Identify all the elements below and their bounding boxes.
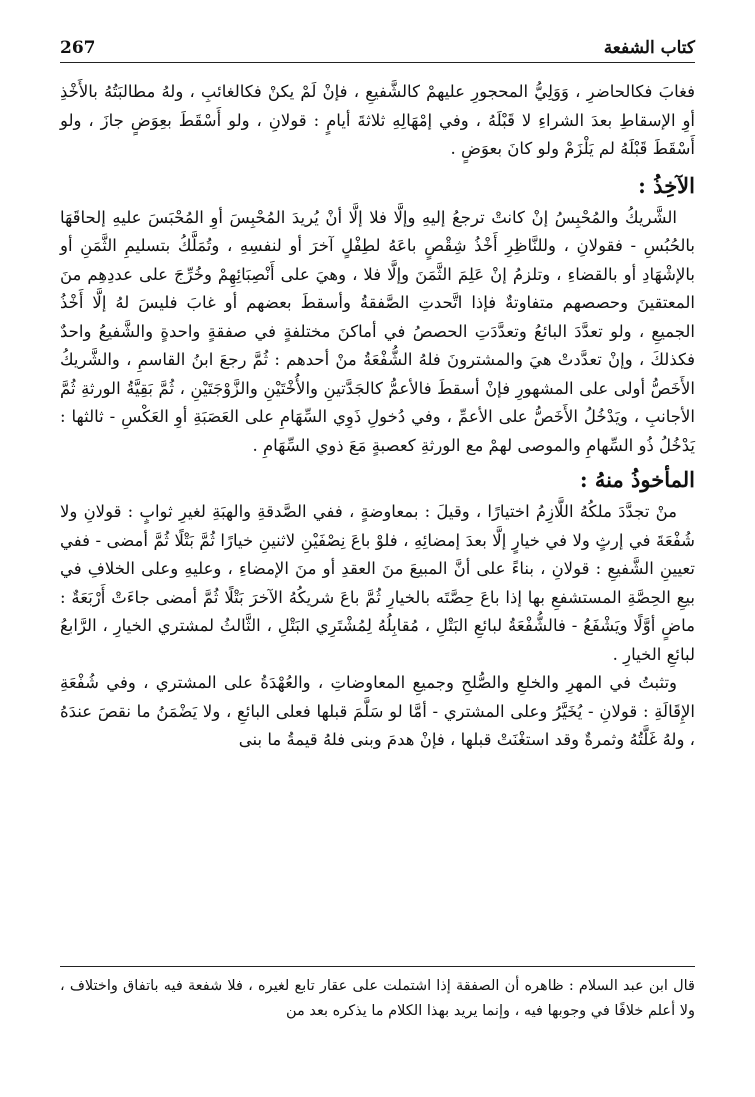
page-number: 267 xyxy=(60,38,96,58)
main-text xyxy=(60,78,695,755)
page-header xyxy=(60,28,695,63)
heading-taker: الآخِذُ : xyxy=(638,172,695,198)
paragraph-guardian: فغابَ فكالحاضرِ ، وَوَلِيُّ المحجورِ عليهمْ كالشَّفيعِ ، فإنْ لَمْ يكنْ فكالغائبِ ، ولهُ مطالبَتُهُ بالأَخْذِ أوِ الإسقاطِ بعدَ الشراءِ لا قَبْلَهُ ، وفي إمْهَالِهِ ثلاثةَ أيامٍ : قولانِ ، ولو أَسْقَطَ بعِوَضٍ جازَ ، ولو أَسْقَطَ قَبْلَهُ لم يَلْزَمْ ولو كانَ بعوَضٍ . xyxy=(60,82,695,158)
heading-taken-from: المأخوذُ منهُ : xyxy=(579,467,695,492)
paragraph-dowry: وتثبتُ في المهرِ والخلعِ والصُّلحِ وجميعِ المعاوضاتِ ، والعُهْدَةُ على المشتري ، وفي شُفْعَةِ الإِقَالَةِ : قولانِ - يُخَيَّرُ وعلى المشتري - أمَّا لو سَلَّمَ قبلها فعلى البائعِ ، ولا يَضْمَنُ ما نقصَ عندَهُ ، ولهُ غَلَّتُهُ وثمرةٌ وقد استغْنَتْ قبلها ، فإنْ هدمَ وبنى فلهُ قيمةُ ما بنى xyxy=(60,673,695,749)
footnote-divider xyxy=(60,966,695,967)
paragraph-ownership: منْ تجدَّدَ ملكُهُ اللَّازِمُ اختيارًا ، وقيلَ : بمعاوضةٍ ، ففي الصَّدقةِ والهبَةِ لغيرِ ثوابٍ : قولانِ ولا شُفْعَةَ في إرثٍ ولا في خيارٍ إلَّا بعدَ إمضائِهِ ، فلوْ باعَ نِصْفَيْنِ لاثنينِ خيارًا ثُمَّ بَتْلًا ثُمَّ أمضى - ففي تعيينِ الشَّفيعِ : قولانِ ، بناءً على أنَّ المبيعَ منَ العقدِ أو منَ الإمضاءِ ، وعليهِ وعلى الخلافِ في بيعِ الحِصَّةِ المستشفعِ بها إذا باعَ حِصَّتَه بالخيارِ ثُمَّ باعَ شريكُهُ الآخرَ بَتْلًا ثُمَّ أمضى جاءَتْ أَرْبَعَةٌ : ماضٍ أوَّلًا ويَشْفَعُ - فالشُّفْعَةُ لبائعِ البَتْلِ ، مُقابِلُهُ لِمُشْتَرِي البَتْلِ ، الثَّالثُ لمشتري الخيارِ ، الرَّابعُ لبائعِ الخيارِ . xyxy=(60,502,695,664)
paragraph-partner: الشَّريكُ والمُحْبِسُ إنْ كانتْ ترجعُ إليهِ وإلَّا فلا إلَّا أنْ يُريدَ المُحْبِسَ أوِ المُحْبَسَ عليهِ إلحاقَهَا بالحُبُسِ - فقولانِ ، وللنَّاظِرِ أَخْذُ شِقْصٍ باعَهُ لطِفْلٍ آخرَ أو لنفسِهِ ، وتُمَلَّكُ بتسليمِ الثَّمَنِ أو بالإشْهَادِ أو بالقضاءِ ، وتلزمُ إنْ عَلِمَ الثَّمَنَ وإلَّا فلا ، وهيَ على أَنْصِبَائِهِمْ وخُرِّجَ على عددِهِم منَ المعتقينَ وحصصهم متفاوتةٌ فإذا اتَّحدتِ الصَّفقةُ وأسقطَ بعضهم أو غابَ فليسَ لهُ إلَّا أَخْذُ الجميعِ ، ولو تعدَّدَ البائعُ وتعدَّدَتِ الحصصُ في أماكنَ مختلفةٍ في صفقةٍ واحدةٍ والشَّفيعُ واحدٌ فكذلكَ ، وإنْ تعدَّدتْ هيَ والمشترونَ فلهُ الشُّفْعَةُ منْ أحدهم : ثُمَّ رجعَ ابنُ القاسمِ ، والشَّريكُ الأَخَصُّ أولى على المشهورِ فإنْ أسقطَ فالأعمُّ كالجَدَّتينِ والأُخْتَيْنِ والزَّوْجَتَيْنِ ، ثُمَّ بَقِيَّةُ الورثةِ ثُمَّ الأجانبِ ، ويَدْخُلُ الأَخَصُّ على الأعمِّ ، وفي دُخولِ ذَوِي السِّهَامِ على العَصَبَةِ أوِ العَكْسِ - ثالثها : يَدْخُلُ ذُو السِّهامِ والموصى لهمْ مع الورثةِ كعصبةٍ مَعَ ذوي السِّهَامِ . xyxy=(60,207,695,455)
book-title: كتاب الشفعة xyxy=(603,38,695,58)
footnote: قال ابن عبد السلام : ظاهره أن الصفقة إذا اشتملت على عقار تابع لغيره ، فلا شفعة فيه باتفاق واختلاف ، ولا أعلم خلافًا في وجوبها فيه ، وإنما يريد بهذا الكلام ما يذكره بعد من xyxy=(60,978,695,1019)
